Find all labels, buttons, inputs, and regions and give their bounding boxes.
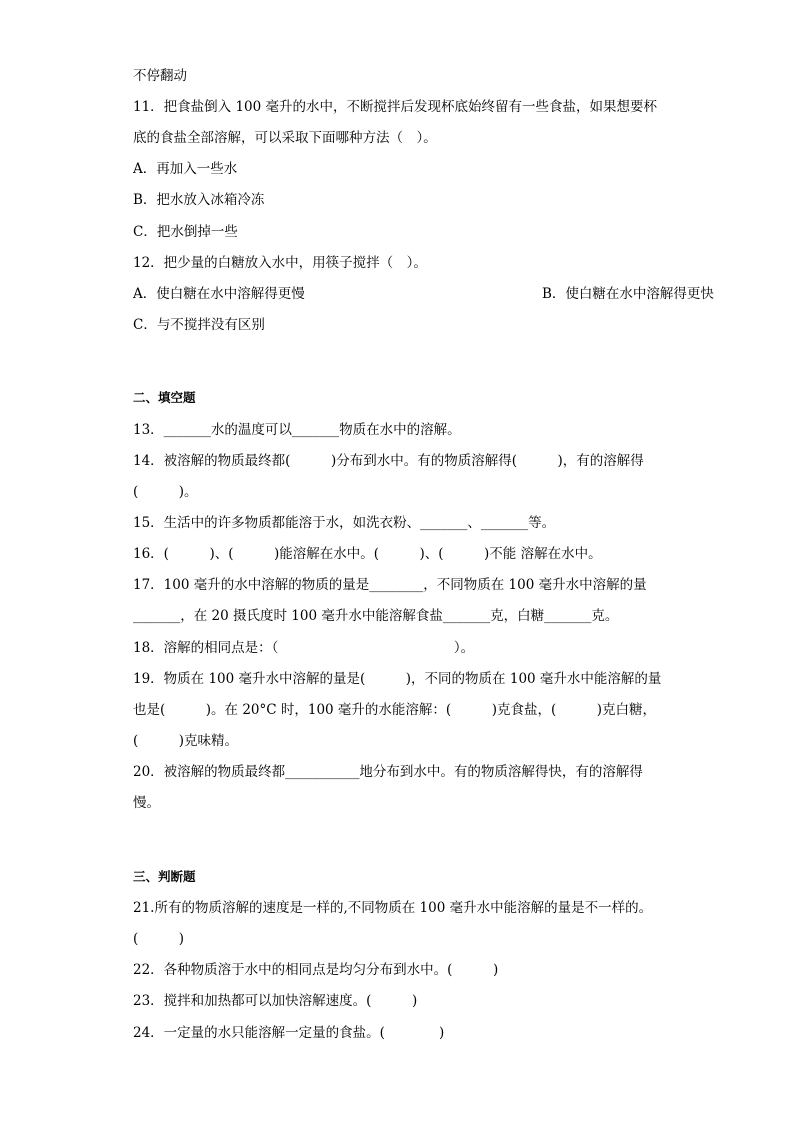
question-11: 11．把食盐倒入 100 毫升的水中，不断搅拌后发现杯底始终留有一些食盐，如果想要杯 — [133, 99, 658, 115]
question-20: 20．被溶解的物质最终都___________地分布到水中。有的物质溶解得快，有的溶解得 — [133, 764, 643, 780]
question-21: 21.所有的物质溶解的速度是一样的,不同物质在 100 毫升水中能溶解的量是不一样的。 — [133, 900, 653, 916]
question-18: 18．溶解的相同点是：（ ）。 — [133, 640, 475, 656]
option-a: A．再加入一些水 — [133, 161, 238, 177]
question-23: 23．搅拌和加热都可以加快溶解速度。( ) — [133, 993, 418, 1009]
option-a: A．使白糖在水中溶解得更慢 — [133, 286, 305, 302]
option-c: C．把水倒掉一些 — [133, 224, 238, 240]
question-17-cont: _______，在 20 摄氏度时 100 毫升水中能溶解食盐_______克，白糖_______克。 — [133, 608, 619, 624]
question-12: 12．把少量的白糖放入水中，用筷子搅拌（ ）。 — [133, 255, 427, 271]
section-heading: 三、判断题 — [133, 869, 196, 884]
question-19: 19．物质在 100 毫升水中溶解的量是( )，不同的物质在 100 毫升水中能溶解的量 — [133, 671, 662, 687]
question-17: 17．100 毫升的水中溶解的物质的量是________，不同物质在 100 毫升水中溶解的量 — [133, 577, 647, 593]
section-heading: 二、填空题 — [133, 390, 196, 405]
question-21-cont: ( ) — [133, 931, 185, 947]
question-20-cont: 慢。 — [133, 795, 160, 811]
question-15: 15．生活中的许多物质都能溶于水，如洗衣粉、_______、_______等。 — [133, 515, 556, 531]
question-16: 16．( )、( )能溶解在水中。( )、( )不能 溶解在水中。 — [133, 546, 602, 562]
option-b: B．使白糖在水中溶解得更快 — [542, 286, 714, 302]
option-b: B．把水放入冰箱冷冻 — [133, 192, 265, 208]
question-19-cont: 也是( )。在 20°C 时，100 毫升的水能溶解：( )克食盐，( )克白糖， — [133, 702, 656, 718]
question-22: 22．各种物质溶于水中的相同点是均匀分布到水中。( ) — [133, 962, 499, 978]
question-14: 14．被溶解的物质最终都( )分布到水中。有的物质溶解得( )，有的溶解得 — [133, 453, 644, 469]
question-19-cont: ( )克味精。 — [133, 733, 239, 749]
question-11-cont: 底的食盐全部溶解，可以采取下面哪种方法（ ）。 — [133, 130, 437, 146]
question-14-cont: ( )。 — [133, 484, 198, 500]
option-c: C．与不搅拌没有区别 — [133, 317, 265, 333]
question-line: 不停翻动 — [133, 68, 187, 84]
question-13: 13．_______水的温度可以_______物质在水中的溶解。 — [133, 422, 461, 438]
option-row — [133, 284, 714, 304]
question-24: 24．一定量的水只能溶解一定量的食盐。( ) — [133, 1025, 445, 1041]
